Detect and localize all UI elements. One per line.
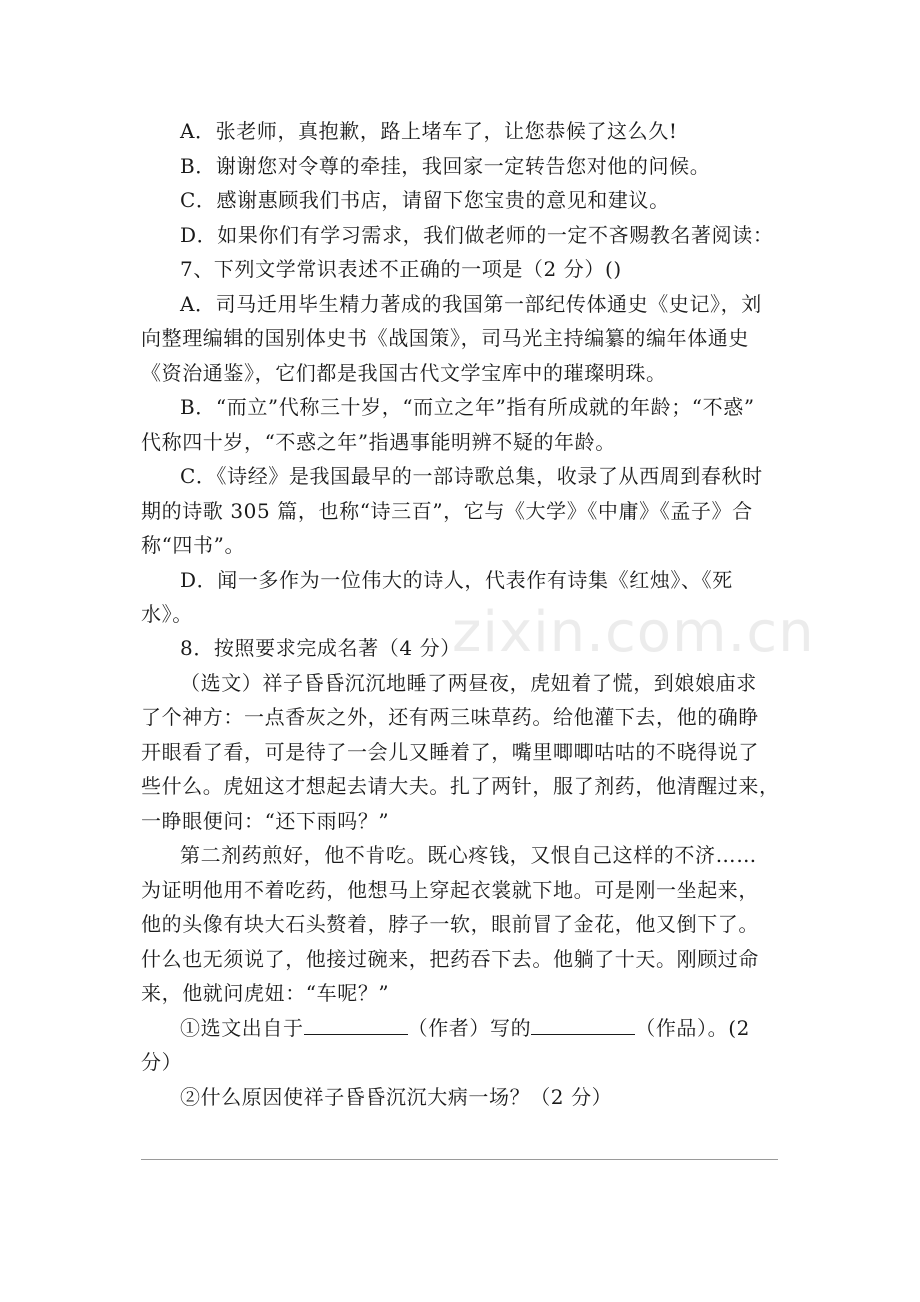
footer-divider <box>141 1159 778 1160</box>
q7-option-b-line-1: B．“而立”代称三十岁，“而立之年”指有所成就的年龄；“不惑” <box>180 395 755 419</box>
q7-option-a-line-3: 《资治通鉴》，它们都是我国古代文学宝库中的璀璨明珠。 <box>141 361 667 385</box>
sub-question-1-suffix: （作品）。(2 <box>635 1016 750 1040</box>
sub-question-2: ②什么原因使祥子昏昏沉沉大病一场？（2 分） <box>180 1085 613 1109</box>
site-watermark: zixin.com.cn <box>452 600 815 665</box>
option-b-line: B．谢谢您对令尊的牵挂，我回家一定转告您对他的问候。 <box>180 154 711 178</box>
sub-question-1-prefix: ①选文出自于 <box>180 1016 304 1040</box>
option-a-line: A．张老师，真抱歉，路上堵车了，让您恭候了这么久! <box>180 119 678 143</box>
q7-option-c-line-3: 称“四书”。 <box>141 533 246 557</box>
option-c-line: C．感谢惠顾我们书店，请留下您宝贵的意见和建议。 <box>180 188 670 212</box>
sub-question-1-mid: （作者）写的 <box>407 1016 532 1040</box>
q7-option-c-line-1: C．《诗经》是我国最早的一部诗歌总集，收录了从西周到春秋时 <box>180 464 763 488</box>
option-d-line: D．如果你们有学习需求，我们做老师的一定不吝赐教名著阅读： <box>180 223 774 247</box>
excerpt-para-2-line-2: 为证明他用不着吃药，他想马上穿起衣裳就下地。可是刚一坐起来， <box>141 878 759 902</box>
author-answer-blank[interactable] <box>304 1012 408 1035</box>
sub-question-1 <box>180 1011 780 1045</box>
excerpt-para-1-line-2: 了个神方：一点香灰之外，还有两三味草药。给他灌下去，他的确睁 <box>141 705 759 729</box>
q7-option-b-line-2: 代称四十岁，“不惑之年”指遇事能明辨不疑的年龄。 <box>141 430 616 454</box>
excerpt-para-1-line-4: 些什么。虎妞这才想起去请大夫。扎了两针，服了剂药，他清醒过来， <box>141 774 780 798</box>
excerpt-para-2-line-3: 他的头像有块大石头赘着，脖子一软，眼前冒了金花，他又倒下了。 <box>141 912 759 936</box>
q7-option-c-line-2: 期的诗歌 305 篇，也称“诗三百”，它与《大学》《中庸》《孟子》合 <box>141 499 753 523</box>
q7-option-d-line-2: 水》。 <box>141 602 193 626</box>
q7-option-d-line-1: D．闻一多作为一位伟大的诗人，代表作有诗集《红烛》、《死 <box>180 568 733 592</box>
excerpt-para-2-line-4: 什么也无须说了，他接过碗来，把药吞下去。他躺了十天。刚顾过命 <box>141 947 759 971</box>
excerpt-para-2-line-1: 第二剂药煎好，他不肯吃。既心疼钱，又恨自己这样的不济…… <box>180 843 757 867</box>
excerpt-para-1-line-5: 一睁眼便问：“还下雨吗？” <box>141 809 390 833</box>
sub-question-1-continued: 分） <box>141 1050 183 1074</box>
excerpt-para-1-line-1: （选文）祥子昏昏沉沉地睡了两昼夜，虎妞着了慌，到娘娘庙求 <box>180 671 757 695</box>
question-7-heading: 7、下列文学常识表述不正确的一项是（2 分）() <box>180 257 622 281</box>
q7-option-a-line-2: 向整理编辑的国别体史书《战国策》，司马光主持编纂的编年体通史 <box>141 326 749 350</box>
work-answer-blank[interactable] <box>531 1012 635 1035</box>
q7-option-a-line-1: A．司马迁用毕生精力著成的我国第一部纪传体通史《史记》，刘 <box>180 292 762 316</box>
question-8-heading: 8．按照要求完成名著（4 分） <box>180 636 461 660</box>
excerpt-para-2-line-5: 来，他就问虎妞：“车呢？” <box>141 981 390 1005</box>
excerpt-para-1-line-3: 开眼看了看，可是待了一会儿又睡着了，嘴里唧唧咕咕的不晓得说了 <box>141 740 759 764</box>
